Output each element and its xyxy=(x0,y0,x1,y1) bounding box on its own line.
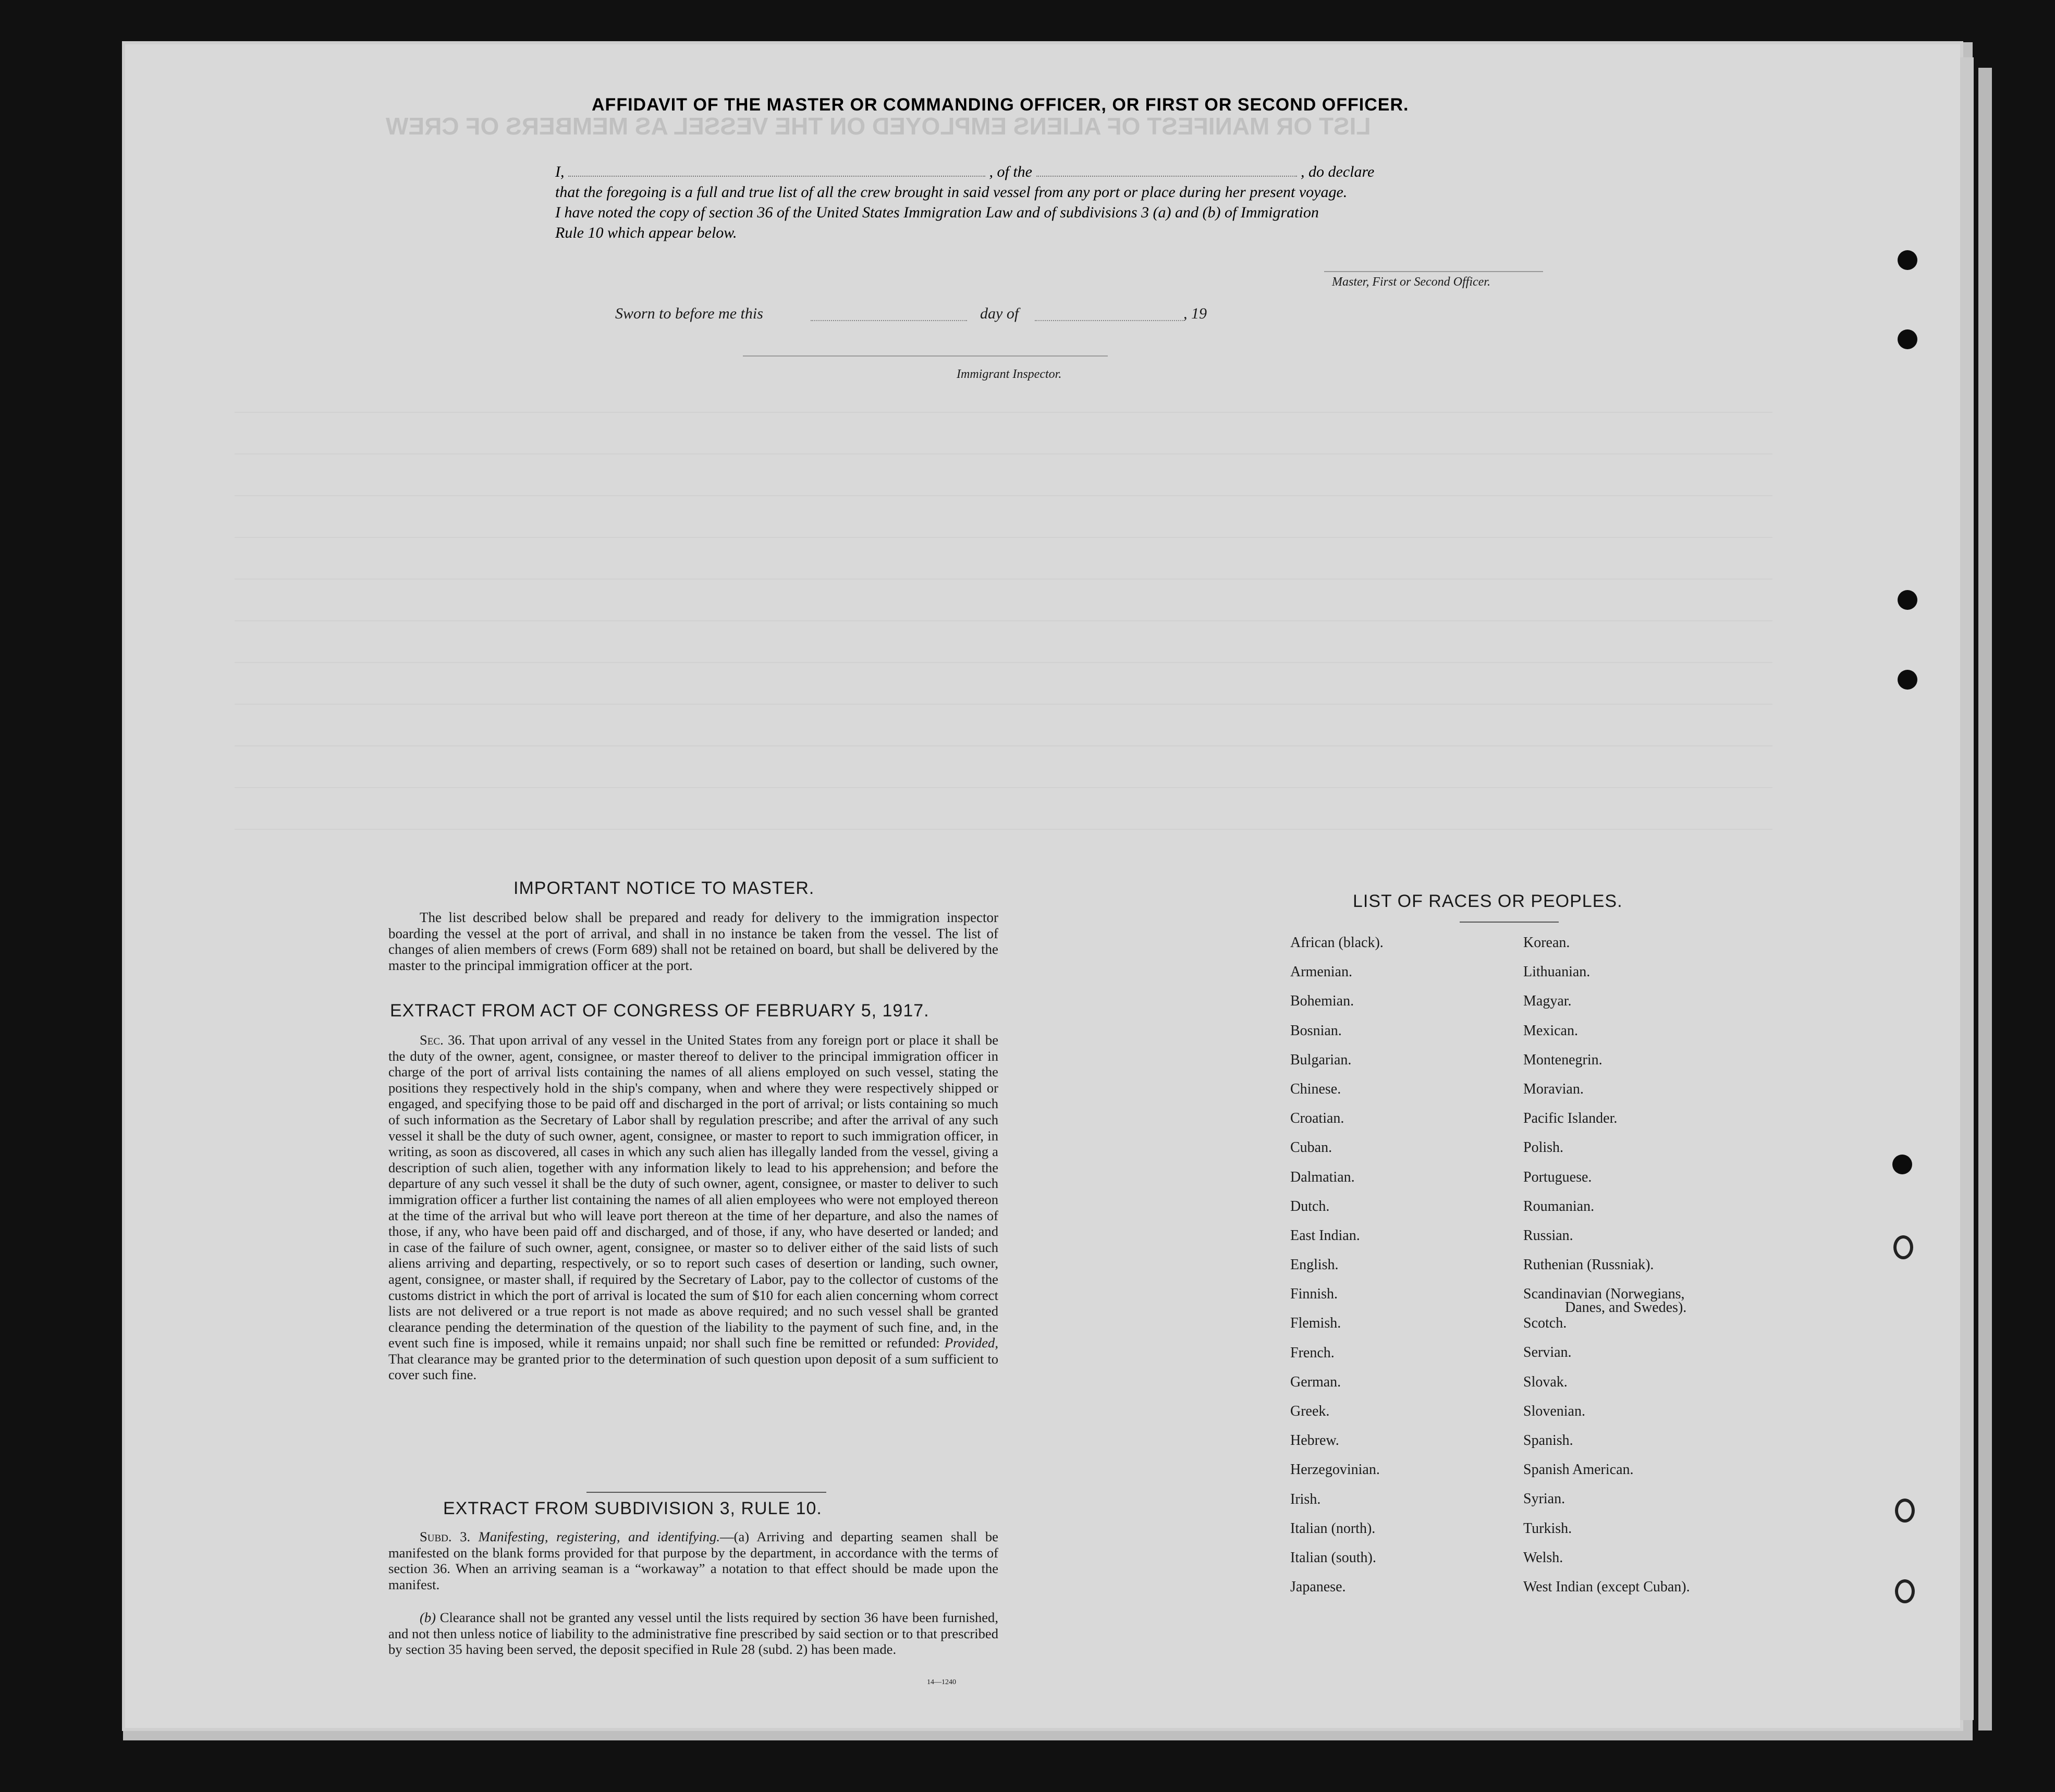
notice-body xyxy=(388,910,998,973)
binder-hole xyxy=(1898,670,1917,690)
race-item: French. xyxy=(1290,1344,1335,1361)
affidavit-declaration xyxy=(555,162,1374,243)
race-item: Syrian. xyxy=(1523,1491,1565,1507)
officer-label: Master, First or Second Officer. xyxy=(1332,275,1490,289)
race-item: Bulgarian. xyxy=(1290,1051,1352,1068)
bleed-row xyxy=(235,745,1772,746)
declaration-line-1 xyxy=(555,162,1374,182)
section-divider xyxy=(586,1492,826,1493)
declaration-line-4: Rule 10 which appear below. xyxy=(555,224,737,241)
bleed-row xyxy=(235,495,1772,496)
race-item: Servian. xyxy=(1523,1344,1572,1361)
race-item: Irish. xyxy=(1290,1491,1321,1507)
race-item: Bosnian. xyxy=(1290,1022,1342,1039)
races-left-column xyxy=(1290,935,1384,1608)
race-item: Herzegovinian. xyxy=(1290,1462,1380,1478)
race-item: African (black). xyxy=(1290,935,1384,951)
declaration-line-2: that the foregoing is a full and true list of all the crew brought in said vessel from any port or place during her present voyage. xyxy=(555,183,1348,201)
form-number: 14—1240 xyxy=(927,1678,956,1686)
bleed-row xyxy=(235,829,1772,830)
race-item: Italian (south). xyxy=(1290,1549,1376,1566)
race-item: Japanese. xyxy=(1290,1579,1346,1595)
bleed-row xyxy=(235,787,1772,788)
binder-hole xyxy=(1895,1499,1915,1523)
bleed-row xyxy=(235,412,1772,413)
race-item: Armenian. xyxy=(1290,964,1352,980)
day-of-label: day of xyxy=(980,305,1019,322)
subd-label: Subd. 3. xyxy=(420,1529,471,1544)
races-heading: LIST OF RACES OR PEOPLES. xyxy=(1353,891,1623,911)
race-item: Spanish American. xyxy=(1523,1462,1634,1478)
race-item: Slovenian. xyxy=(1523,1403,1585,1419)
race-item: Cuban. xyxy=(1290,1139,1332,1156)
race-item: Portuguese. xyxy=(1523,1169,1592,1185)
race-item: Italian (north). xyxy=(1290,1520,1376,1537)
bleed-through-title: LIST OR MANIFEST OF ALIENS EMPLOYED ON THE VESSEL AS MEMBERS OF CREW xyxy=(386,113,1371,140)
sworn-month-field[interactable] xyxy=(1035,308,1183,321)
subd-a-text: —(a) Arriving and departing seamen shall be manifested on the blank forms provided for that purpose by the department, in accordance with the terms of section 36. When an arriving seaman is a “workaway” a notation to that effect should be made upon the manifest. xyxy=(388,1529,998,1592)
binder-hole xyxy=(1895,1579,1915,1603)
bleed-row xyxy=(235,579,1772,580)
inspector-signature-line[interactable] xyxy=(743,355,1108,357)
bleed-row xyxy=(235,662,1772,663)
race-item: Polish. xyxy=(1523,1139,1564,1156)
race-item: Hebrew. xyxy=(1290,1432,1339,1449)
race-item: East Indian. xyxy=(1290,1227,1360,1244)
race-item: Scandinavian (Norwegians, xyxy=(1523,1286,1685,1303)
bleed-row xyxy=(235,537,1772,538)
race-item: English. xyxy=(1290,1257,1339,1273)
sec-text: That upon arrival of any vessel in the United States from any foreign port or place it shall be the duty of the owner, agent, consignee, or master thereof to deliver to the principal immigration officer in charge of the port of arrival lists containing the names of all aliens employed on such vessel, stating the positions they respectively hold in the ship's company, when and where they were respectively shipped or engaged, and specifying those to be paid off and discharged in the port of arrival; or lists containing so much of such information as the Secretary of Labor shall by regulation prescribe; and after the arrival of any such vessel it shall be the duty of such owner, agent, consignee, or master to report to such immigration officer, in writing, as soon as discovered, all cases in which any such alien has illegally landed from the vessel, giving a description of such alien, together with any information likely to lead to his apprehension; and before the departure of any such vessel it shall be the duty of such owner, agent, consignee, or master to deliver to such immigration officer a further list containing the names of all alien employees who were not employed thereon at the time of the arrival but who will leave port thereon at the time of her departure, and also the names of those, if any, who have been paid off and discharged, and of those, if any, who have deserted or landed; and in case of the failure of such owner, agent, consignee, or master so to deliver either of the said lists of such aliens arriving and departing, respectively, or so to report such cases of desertion or landing, such owner, agent, consignee, or master shall, if required by the Secretary of Labor, pay to the collector of customs of the customs district in which the port of arrival is located the sum of $10 for each alien concerning whom correct lists are not delivered or a true report is not made as above required; and no such vessel shall be granted clearance pending the determination of the question of the liability to the payment of such fine, and, in the event such fine is imposed, while it remains unpaid; nor shall such fine be remitted or refunded: xyxy=(388,1032,999,1351)
page-edge xyxy=(1960,57,1974,1720)
bleed-row xyxy=(235,704,1772,705)
race-item: Bohemian. xyxy=(1290,993,1354,1010)
race-item: Chinese. xyxy=(1290,1081,1341,1097)
rule-body-a xyxy=(388,1529,998,1592)
sec-label: Sec. 36. xyxy=(420,1032,466,1048)
binder-hole xyxy=(1898,590,1917,610)
race-item: Dalmatian. xyxy=(1290,1169,1355,1185)
race-item: Ruthenian (Russniak). xyxy=(1523,1257,1654,1273)
page-edge xyxy=(1978,68,1992,1730)
subd-b-text: Clearance shall not be granted any vessel until the lists required by section 36 have been furnished, and not then unless notice of liability to the administrative fine prescribed by said section or to that prescribed by section 35 having been served, the deposit specified in Rule 28 (subd. 2) has been made. xyxy=(388,1610,998,1657)
race-item: Croatian. xyxy=(1290,1110,1344,1127)
binder-hole xyxy=(1892,1155,1912,1174)
race-item: Mexican. xyxy=(1523,1022,1578,1039)
provided-word: Provided, xyxy=(944,1335,998,1351)
race-item: West Indian (except Cuban). xyxy=(1523,1578,1690,1595)
race-item: Flemish. xyxy=(1290,1315,1341,1332)
notice-heading: IMPORTANT NOTICE TO MASTER. xyxy=(513,878,815,898)
sec-text-end: That clearance may be granted prior to the determination of such question upon deposit of a sum sufficient to cover such fine. xyxy=(388,1351,998,1383)
race-item: Pacific Islander. xyxy=(1523,1110,1618,1127)
declarant-prefix: I, xyxy=(555,163,565,180)
inspector-label: Immigrant Inspector. xyxy=(957,367,1062,381)
race-item: Magyar. xyxy=(1523,993,1572,1010)
race-item: Korean. xyxy=(1523,935,1570,951)
race-item: Spanish. xyxy=(1523,1432,1573,1449)
bleed-row xyxy=(235,453,1772,455)
race-item: Lithuanian. xyxy=(1523,964,1591,980)
notice-text: The list described below shall be prepared and ready for delivery to the immigration inspector boarding the vessel at the port of arrival, and shall in no instance be taken from the vessel. The list of changes of alien members of crews (Form 689) shall not be retained on board, but shall be delivered by the master to the principal immigration officer at the port. xyxy=(388,910,998,973)
races-divider xyxy=(1460,922,1559,923)
rule-body-b xyxy=(388,1610,998,1658)
sworn-text: Sworn to before me this xyxy=(615,305,763,322)
race-item: Dutch. xyxy=(1290,1198,1330,1214)
binder-hole xyxy=(1893,1235,1913,1259)
race-item: Slovak. xyxy=(1523,1373,1568,1390)
act-heading: EXTRACT FROM ACT OF CONGRESS OF FEBRUARY 5, 1917. xyxy=(390,1001,929,1021)
binder-hole xyxy=(1898,329,1917,349)
race-item: Turkish. xyxy=(1523,1520,1572,1537)
race-item: Finnish. xyxy=(1290,1286,1338,1303)
race-item: Russian. xyxy=(1523,1227,1573,1244)
race-item: Montenegrin. xyxy=(1523,1051,1603,1068)
sworn-day-field[interactable] xyxy=(811,308,967,321)
race-item: Roumanian. xyxy=(1523,1198,1595,1214)
declaration-line-3: I have noted the copy of section 36 of the United States Immigration Law and of subdivisions 3 (a) and (b) of Immigration xyxy=(555,204,1319,221)
year-label: , 19 xyxy=(1183,305,1207,322)
of-the-label: , of the xyxy=(989,163,1032,180)
race-item: Welsh. xyxy=(1523,1549,1563,1566)
rule-heading: EXTRACT FROM SUBDIVISION 3, RULE 10. xyxy=(443,1499,822,1518)
vessel-name-field[interactable] xyxy=(1036,162,1297,177)
declarant-name-field[interactable] xyxy=(568,162,985,177)
do-declare-label: , do declare xyxy=(1301,163,1375,180)
act-body xyxy=(388,1032,998,1383)
race-item: Moravian. xyxy=(1523,1081,1584,1097)
race-item: German. xyxy=(1290,1373,1341,1390)
affidavit-title: AFFIDAVIT OF THE MASTER OR COMMANDING OFFICER, OR FIRST OR SECOND OFFICER. xyxy=(592,95,1409,115)
binder-hole xyxy=(1898,250,1917,270)
races-right-column xyxy=(1523,935,1690,1608)
race-item: Danes, and Swedes). xyxy=(1565,1299,1687,1316)
race-item: Greek. xyxy=(1290,1403,1330,1419)
subd-b-label: (b) xyxy=(420,1610,436,1625)
race-item: Scotch. xyxy=(1523,1315,1567,1332)
subd-title: Manifesting, registering, and identifying. xyxy=(478,1529,720,1544)
bleed-row xyxy=(235,620,1772,621)
officer-signature-line[interactable] xyxy=(1324,271,1543,272)
